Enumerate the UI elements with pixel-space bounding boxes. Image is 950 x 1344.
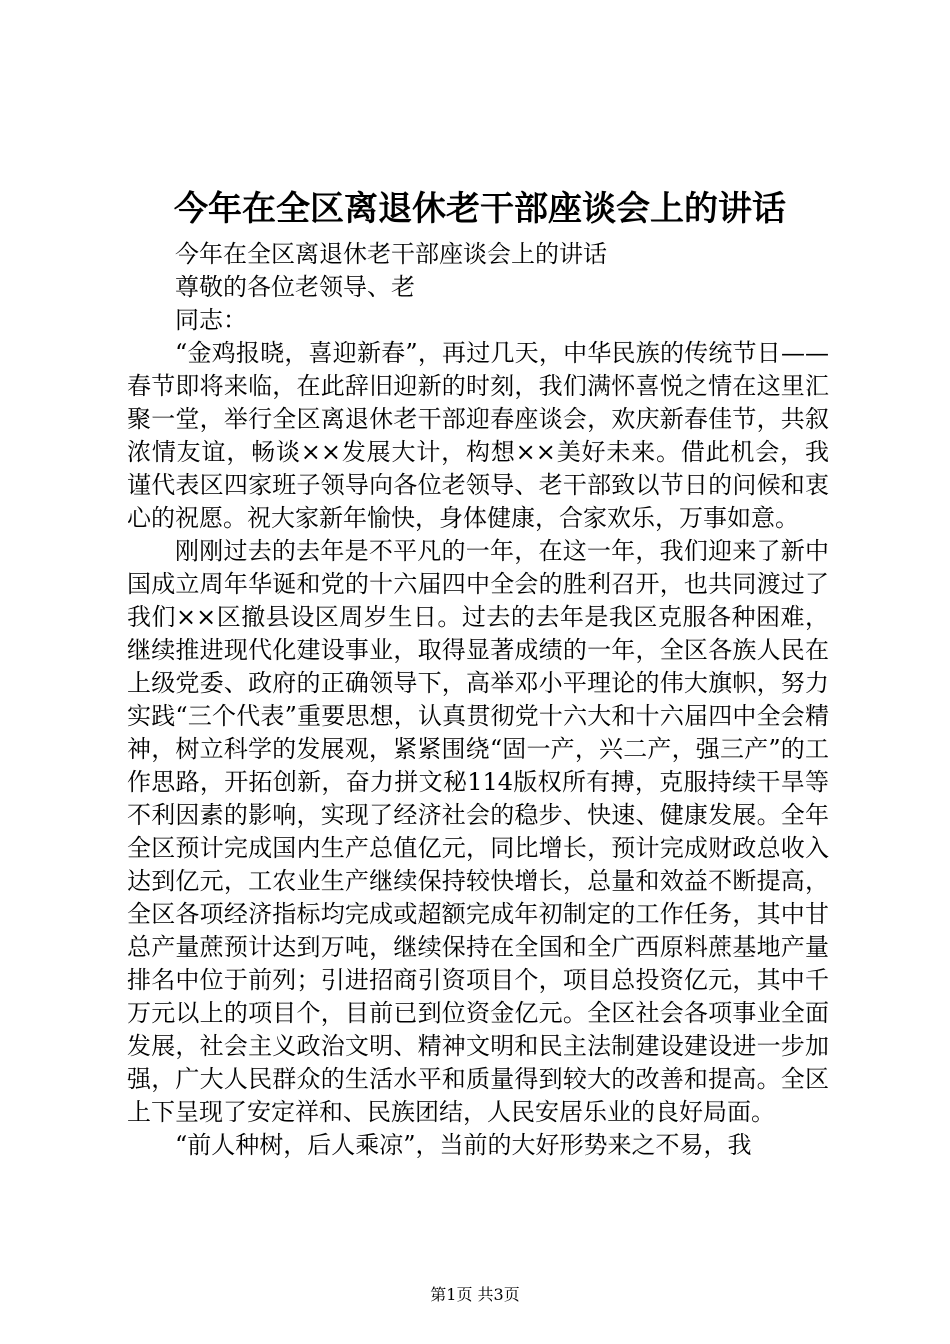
paragraph-salutation: 尊敬的各位老领导、老 <box>175 273 415 301</box>
document-title: 今年在全区离退休老干部座谈会上的讲话 <box>174 189 786 229</box>
paragraph-continuation: “前人种树，后人乘凉”，当前的大好形势来之不易，我 <box>175 1131 752 1159</box>
paragraph-greeting: “金鸡报晓，喜迎新春”，再过几天，中华民族的传统节日——春节即将来临，在此辞旧迎新的时刻，我们满怀喜悦之情在这里汇聚一堂，举行全区离退休老干部迎春座谈会，欢庆新春佳节，共叙浓情友谊，畅谈××发展大计，构想××美好未来。借此机会，我谨代表区四家班子领导向各位老领导、老干部致以节日的问候和衷心的祝愿。祝大家新年愉快，身体健康，合家欢乐，万事如意。 <box>127 339 829 532</box>
page-number-footer: 第1页 共3页 <box>430 1285 520 1304</box>
paragraph-heading-repeat: 今年在全区离退休老干部座谈会上的讲话 <box>175 240 607 268</box>
paragraph-review: 刚刚过去的去年是不平凡的一年，在这一年，我们迎来了新中国成立周年华诞和党的十六届四中全会的胜利召开，也共同渡过了我们××区撤县设区周岁生日。过去的去年是我区克服各种困难，继续推进现代化建设事业，取得显著成绩的一年，全区各族人民在上级党委、政府的正确领导下，高举邓小平理论的伟大旗帜，努力实践“三个代表”重要思想，认真贯彻党十六大和十六届四中全会精神，树立科学的发展观，紧紧围绕“固一产，兴二产，强三产”的工作思路，开拓创新，奋力拼文秘114版权所有搏，克服持续干旱等不利因素的影响，实现了经济社会的稳步、快速、健康发展。全年全区预计完成国内生产总值亿元，同比增长，预计完成财政总收入达到亿元，工农业生产继续保持较快增长，总量和效益不断提高，全区各项经济指标均完成或超额完成年初制定的工作任务，其中甘总产量蔗预计达到万吨，继续保持在全国和全广西原料蔗基地产量排名中位于前列；引进招商引资项目个，项目总投资亿元，其中千万元以上的项目个，目前已到位资金亿元。全区社会各项事业全面发展，社会主义政治文明、精神文明和民主法制建设建设进一步加强，广大人民群众的生活水平和质量得到较大的改善和提高。全区上下呈现了安定祥和、民族团结，人民安居乐业的良好局面。 <box>127 537 829 1126</box>
paragraph-salutation-end: 同志： <box>175 306 247 334</box>
document-body <box>127 238 829 1162</box>
